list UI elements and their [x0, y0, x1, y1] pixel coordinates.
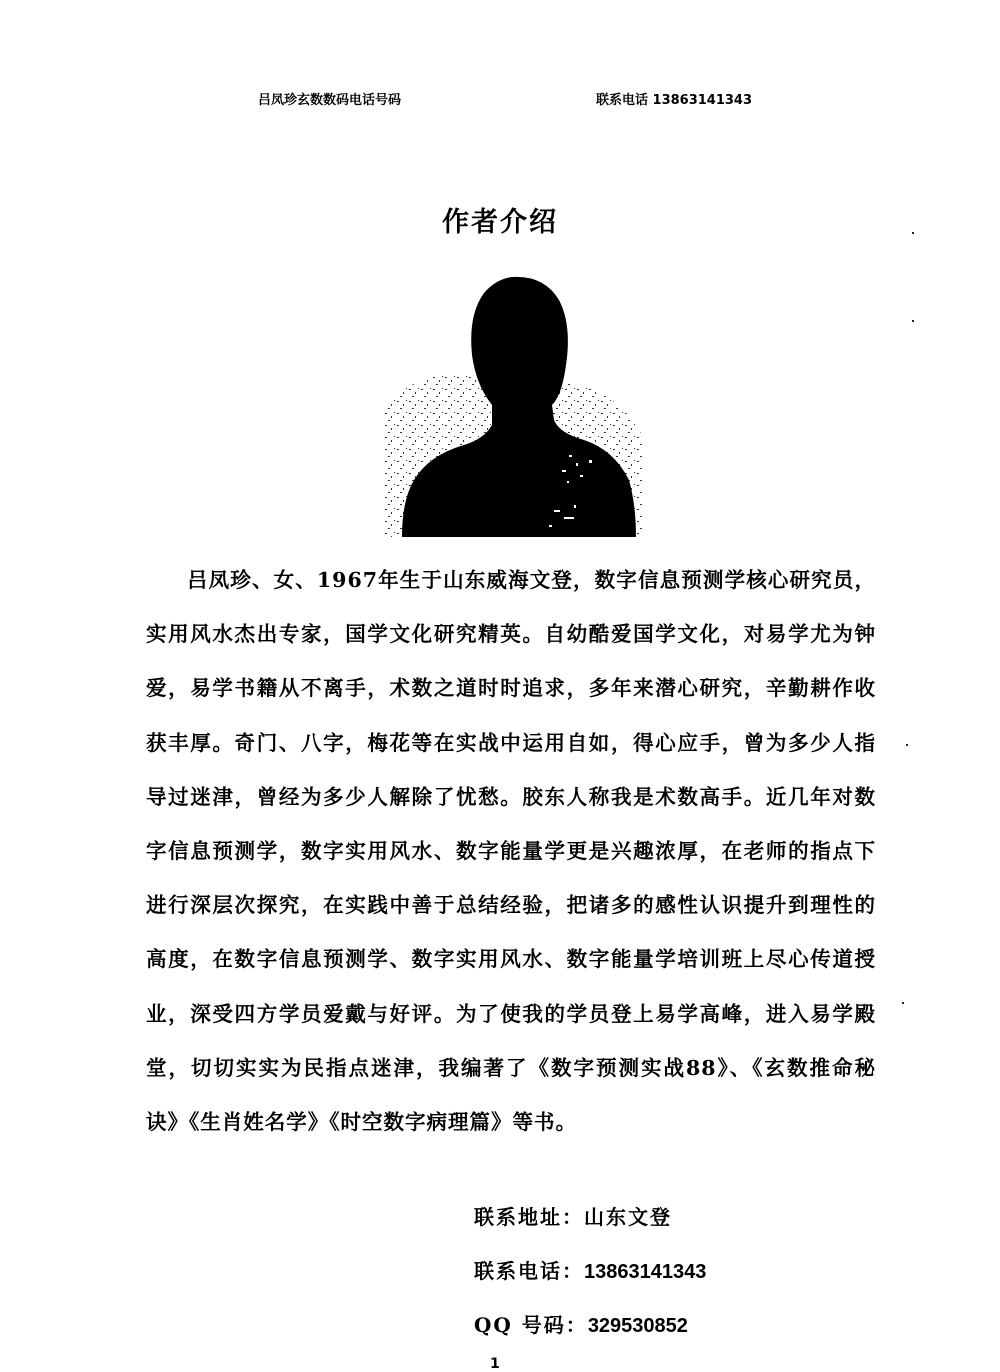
silhouette-icon: [384, 255, 642, 537]
header-right-phone: 联系电话 13863141343: [596, 93, 753, 108]
author-photo: [384, 255, 642, 537]
phone-label: 联系电话：: [474, 1259, 584, 1283]
scan-speck: [912, 232, 914, 234]
scan-speck: [912, 320, 914, 322]
address-label: 联系地址：: [474, 1205, 584, 1229]
scan-speck: [906, 744, 908, 746]
page-number: 1: [490, 1356, 500, 1372]
author-bio-paragraph: 吕凤珍、女、1967年生于山东威海文登，数字信息预测学核心研究员，实用风水杰出专家，国学文化研究精英。自幼酷爱国学文化，对易学尤为钟爱，易学书籍从不离手，术数之道时时追求，多年来潜心研究，辛勤耕作收获丰厚。奇门、八字，梅花等在实战中运用自如，得心应手，曾为多少人指导过迷津，曾经为多少人解除了忧愁。胶东人称我是术数高手。近几年对数字信息预测学，数字实用风水、数字能量学更是兴趣浓厚，在老师的指点下进行深层次探究，在实践中善于总结经验，把诸多的感性认识提升到理性的高度，在数字信息预测学、数字实用风水、数字能量学培训班上尽心传道授业，深受四方学员爱戴与好评。为了使我的学员登上易学高峰，进入易学殿堂，切切实实为民指点迷津，我编著了《数字预测实战88》、《玄数推命秘诀》《生肖姓名学》《时空数字病理篇》等书。: [146, 568, 876, 1135]
header-left-title: 吕凤珍玄数数码电话号码: [258, 93, 402, 108]
contact-phone: [474, 1255, 706, 1284]
contact-address: [474, 1201, 672, 1230]
qq-value: 329530852: [587, 1315, 688, 1337]
address-value: 山东文登: [584, 1205, 672, 1229]
qq-label: QQ 号码：: [474, 1313, 588, 1337]
page-title: 作者介绍: [442, 207, 558, 238]
contact-qq: [474, 1309, 688, 1338]
scan-speck: [902, 1002, 904, 1004]
phone-value: 13863141343: [584, 1261, 707, 1283]
